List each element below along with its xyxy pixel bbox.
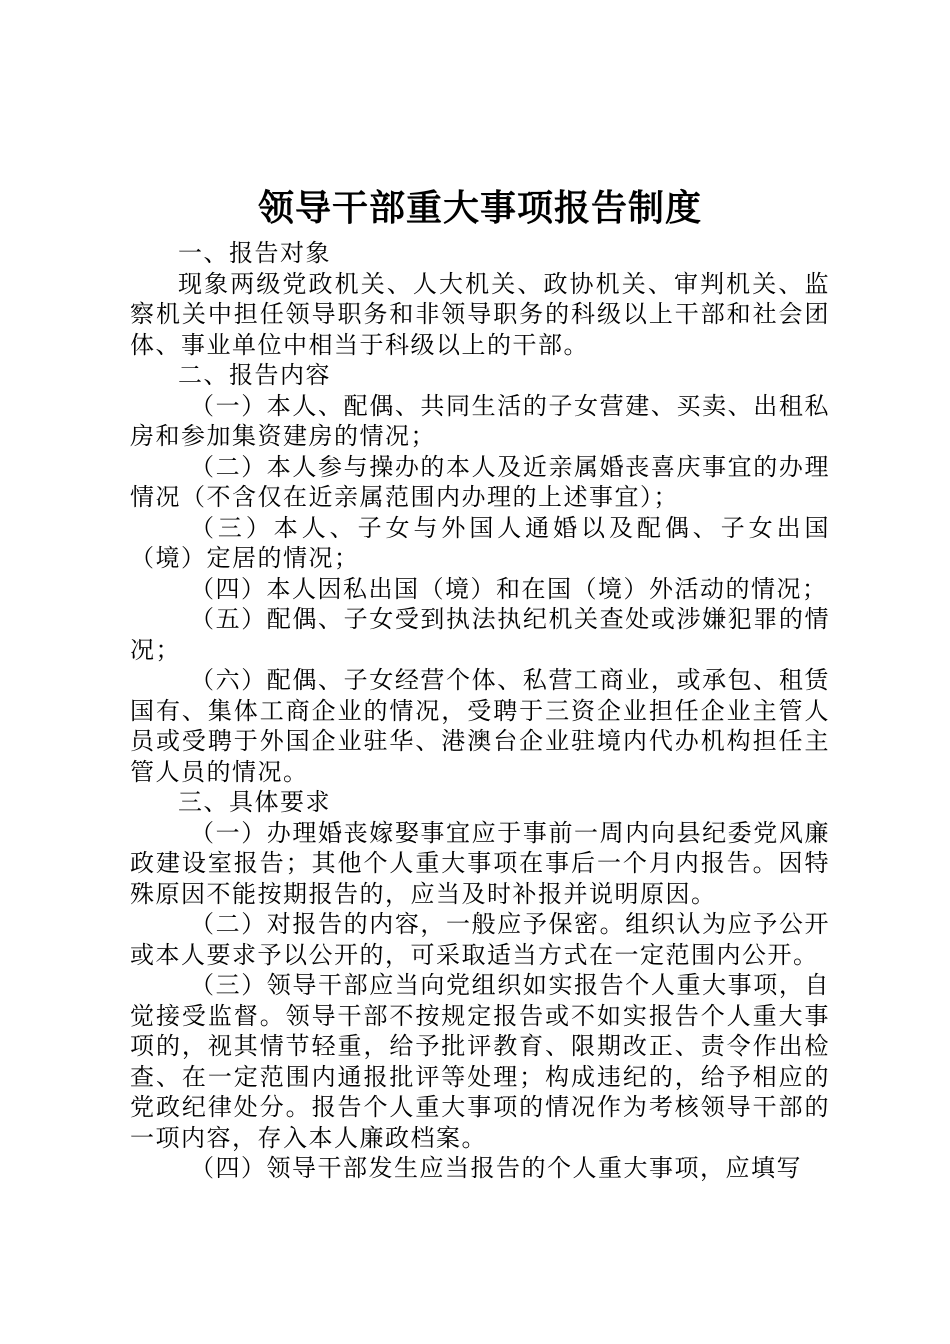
section-heading-specific-requirements: 三、具体要求 [178, 788, 331, 816]
paragraph-requirement-4: （四）领导干部发生应当报告的个人重大事项，应填写 [190, 1154, 802, 1182]
paragraph-requirement-1: （一）办理婚丧嫁娶事宜应于事前一周内向县纪委党风廉政建设室报告；其他个人重大事项在事后一个月内报告。因特殊原因不能按期报告的，应当及时补报并说明原因。 [130, 818, 830, 908]
paragraph-content-item-3: （三）本人、子女与外国人通婚以及配偶、子女出国（境）定居的情况； [130, 513, 830, 572]
section-heading-reporting-targets: 一、报告对象 [178, 239, 331, 267]
paragraph-requirement-3: （三）领导干部应当向党组织如实报告个人重大事项，自觉接受监督。领导干部不按规定报告或不如实报告个人重大事项的，视其情节轻重，给予批评教育、限期改正、责令作出检查、在一定范围内通报批评等处理；构成违纪的，给予相应的党政纪律处分。报告个人重大事项的情况作为考核领导干部的一项内容，存入本人廉政档案。 [130, 971, 830, 1152]
section-heading-reporting-content: 二、报告内容 [178, 361, 331, 389]
paragraph-content-item-6: （六）配偶、子女经营个体、私营工商业，或承包、租赁国有、集体工商企业的情况，受聘于三资企业担任企业主管人员或受聘于外国企业驻华、港澳台企业驻境内代办机构担任主管人员的情况。 [130, 666, 830, 786]
document-page [130, 180, 830, 1184]
paragraph-content-item-4: （四）本人因私出国（境）和在国（境）外活动的情况； [190, 574, 828, 603]
paragraph-content-item-2: （二）本人参与操办的本人及近亲属婚丧喜庆事宜的办理情况（不含仅在近亲属范围内办理的上述事宜）； [130, 452, 830, 511]
paragraph-content-item-1: （一）本人、配偶、共同生活的子女营建、买卖、出租私房和参加集资建房的情况； [130, 391, 830, 450]
paragraph-requirement-2: （二）对报告的内容，一般应予保密。组织认为应予公开或本人要求予以公开的，可采取适当方式在一定范围内公开。 [130, 910, 830, 969]
document-title: 领导干部重大事项报告制度 [257, 187, 702, 229]
paragraph-reporting-targets: 现象两级党政机关、人大机关、政协机关、审判机关、监察机关中担任领导职务和非领导职务的科级以上干部和社会团体、事业单位中相当于科级以上的干部。 [130, 269, 830, 359]
paragraph-content-item-5: （五）配偶、子女受到执法执纪机关查处或涉嫌犯罪的情况； [130, 605, 830, 664]
